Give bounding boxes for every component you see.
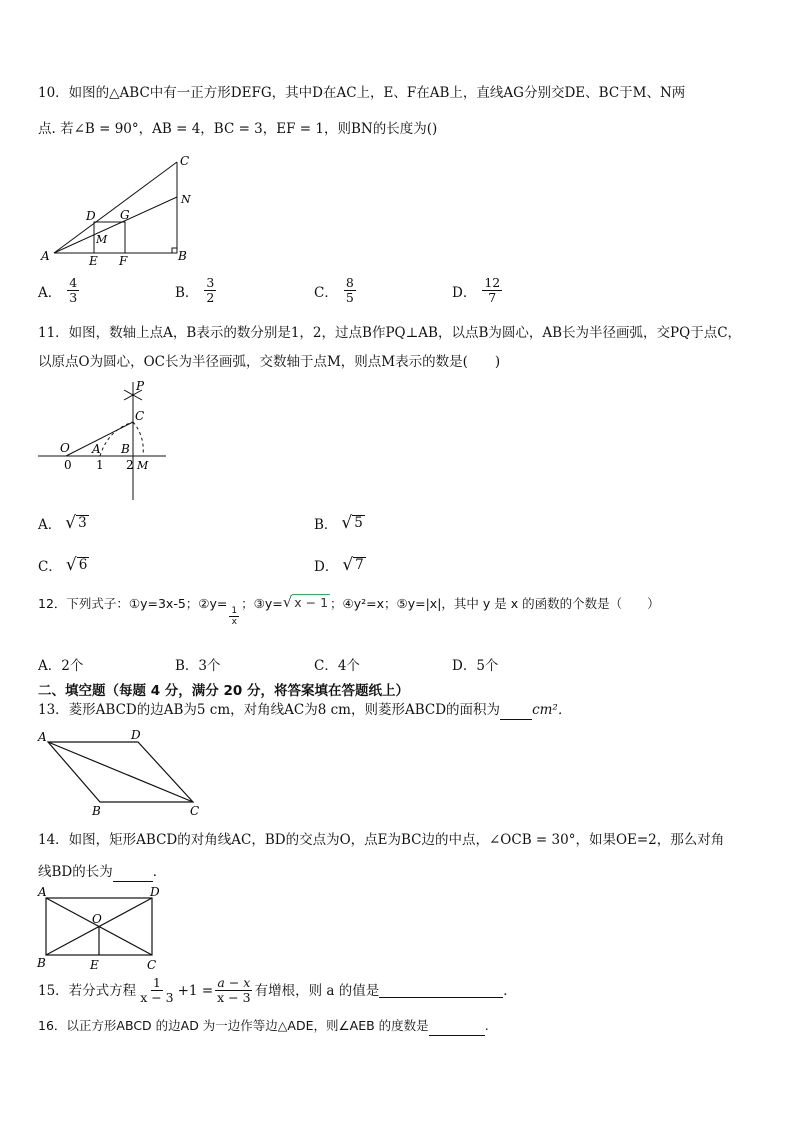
q12-option-b[interactable]: B．3个 xyxy=(175,658,221,674)
q15-fraction-1: $\frac{1}{x - 3}$ xyxy=(140,975,174,1005)
q13-question: 13．菱形ABCD的边AB为5 cm，对角线AC为8 cm，则菱形ABCD的面积为 xyxy=(38,702,501,718)
sqrt-symbol: √ 7 xyxy=(342,555,364,575)
q16-end: . xyxy=(484,1018,489,1033)
q14-figure xyxy=(34,883,169,973)
q10-label-d: D xyxy=(86,209,96,223)
q12-mid: ；③y= xyxy=(241,596,283,611)
option-fraction: $\frac{4}{3}$ xyxy=(69,275,78,305)
q10-label-c: C xyxy=(180,154,190,168)
q14-end: ． xyxy=(152,864,167,880)
section-heading: 二、填空题（每题 4 分，满分 20 分，将答案填在答题纸上） xyxy=(38,683,409,699)
q10-option-d[interactable] xyxy=(452,276,504,305)
q10-label-f: F xyxy=(119,254,128,268)
q15-text xyxy=(38,976,517,1005)
q14-text-line1: 14．如图，矩形ABCD的对角线AC，BD的交点为O，点E为BC边的中点，∠OCB = 30°，如果OE=2，那么对角 xyxy=(38,832,725,848)
q15-end: ． xyxy=(503,982,517,999)
q11-tick-2: 2 xyxy=(126,458,134,472)
option-letter: B． xyxy=(175,284,199,301)
option-fraction: $\frac{8}{5}$ xyxy=(345,275,354,305)
q10-text-line1: 10．如图的△ABC中有一正方形DEFG，其中D在AC上，E、F在AB上，直线AG分别交DE、BC于M、N两 xyxy=(38,85,686,101)
q10-figure xyxy=(36,150,206,270)
q10-label-n: N xyxy=(181,193,191,206)
q14-answer-blank[interactable] xyxy=(113,867,153,882)
option-letter: A． xyxy=(38,284,62,301)
q15-post: 有增根，则 a 的值是 xyxy=(254,982,380,999)
q10-option-a[interactable] xyxy=(38,276,81,305)
q11-option-c[interactable] xyxy=(38,555,89,575)
q12-fraction: $\frac{1}{x}$ xyxy=(231,606,238,627)
q11-text-line2: 以原点O为圆心，OC长为半径画弧，交数轴于点M，则点M表示的数是( ) xyxy=(38,354,501,370)
q12-option-c[interactable]: C．4个 xyxy=(314,658,360,674)
q13-answer-blank[interactable] xyxy=(500,705,532,720)
q13-unit: cm²． xyxy=(532,702,572,718)
option-fraction: $\frac{3}{2}$ xyxy=(206,275,215,305)
q14-label-c: C xyxy=(147,958,157,972)
q11-label-a: A xyxy=(92,442,101,456)
q13-label-c: C xyxy=(190,804,200,818)
q10-label-g: G xyxy=(120,208,130,222)
q11-label-p: P xyxy=(136,379,145,393)
q13-label-d: D xyxy=(131,728,141,742)
q12-text xyxy=(38,594,660,627)
q15-answer-blank[interactable] xyxy=(379,983,503,998)
q10-label-b: B xyxy=(178,249,187,263)
option-letter: C． xyxy=(38,559,62,575)
q12-option-d[interactable]: D．5个 xyxy=(452,658,499,674)
option-letter: D． xyxy=(314,559,339,575)
q13-label-b: B xyxy=(92,804,101,818)
q15-pre: 15．若分式方程 xyxy=(38,982,137,999)
option-fraction: $\frac{12}{7}$ xyxy=(484,275,501,305)
q11-label-o: O xyxy=(60,441,70,455)
sqrt-symbol: √ 5 xyxy=(341,513,363,533)
q11-label-b: B xyxy=(121,442,130,456)
q10-label-e: E xyxy=(89,254,98,268)
q14-label-b: B xyxy=(37,956,46,970)
q11-tick-0: 0 xyxy=(64,458,72,472)
q12-option-a[interactable]: A．2个 xyxy=(38,658,84,674)
sqrt-symbol: √ 6 xyxy=(65,555,88,575)
q14-label-o: O xyxy=(92,912,102,926)
option-letter: A． xyxy=(38,517,62,533)
q11-label-m: M xyxy=(137,459,149,472)
q12-pre: 12．下列式子：①y=3x-5；②y= xyxy=(38,596,228,611)
q14-text-line2 xyxy=(38,862,166,882)
q10-option-b[interactable] xyxy=(175,276,218,305)
q16-answer-blank[interactable] xyxy=(429,1021,485,1036)
q16-text xyxy=(38,1016,489,1036)
q14-label-d: D xyxy=(150,885,160,899)
q15-fraction-2: $\frac{a - x}{x - 3}$ xyxy=(217,975,251,1005)
q13-text xyxy=(38,700,571,720)
q11-option-d[interactable] xyxy=(314,555,366,575)
q11-label-c: C xyxy=(135,409,145,423)
q13-figure xyxy=(36,725,211,820)
q10-option-c[interactable] xyxy=(314,276,358,305)
q10-label-m: M xyxy=(96,233,108,246)
q13-label-a: A xyxy=(38,730,47,744)
sqrt-symbol: √ 3 xyxy=(65,513,87,533)
sqrt-symbol: √ x − 1 xyxy=(282,593,329,611)
q14-question: 线BD的长为 xyxy=(38,864,113,880)
q10-label-a: A xyxy=(41,249,50,263)
q10-text-line2: 点. 若∠B = 90°，AB = 4，BC = 3，EF = 1，则BN的长度为() xyxy=(38,121,438,137)
option-letter: D． xyxy=(452,284,477,301)
q11-option-a[interactable] xyxy=(38,513,89,533)
q11-option-b[interactable] xyxy=(314,513,365,533)
q11-tick-1: 1 xyxy=(96,458,104,472)
q14-label-a: A xyxy=(38,885,47,899)
q14-label-e: E xyxy=(90,958,99,972)
option-letter: B． xyxy=(314,517,338,533)
q12-post: ；④y²=x；⑤y=|x|，其中 y 是 x 的函数的个数是（ ） xyxy=(330,596,660,611)
option-letter: C． xyxy=(314,284,338,301)
q16-question: 16．以正方形ABCD 的边AD 为一边作等边△ADE，则∠AEB 的度数是 xyxy=(38,1018,429,1033)
q11-text-line1: 11．如图，数轴上点A，B表示的数分别是1，2，过点B作PQ⊥AB，以点B为圆心，AB长为半径画弧，交PQ于点C， xyxy=(38,325,742,341)
q15-mid: +1 = xyxy=(177,982,214,999)
q11-figure xyxy=(36,378,171,503)
